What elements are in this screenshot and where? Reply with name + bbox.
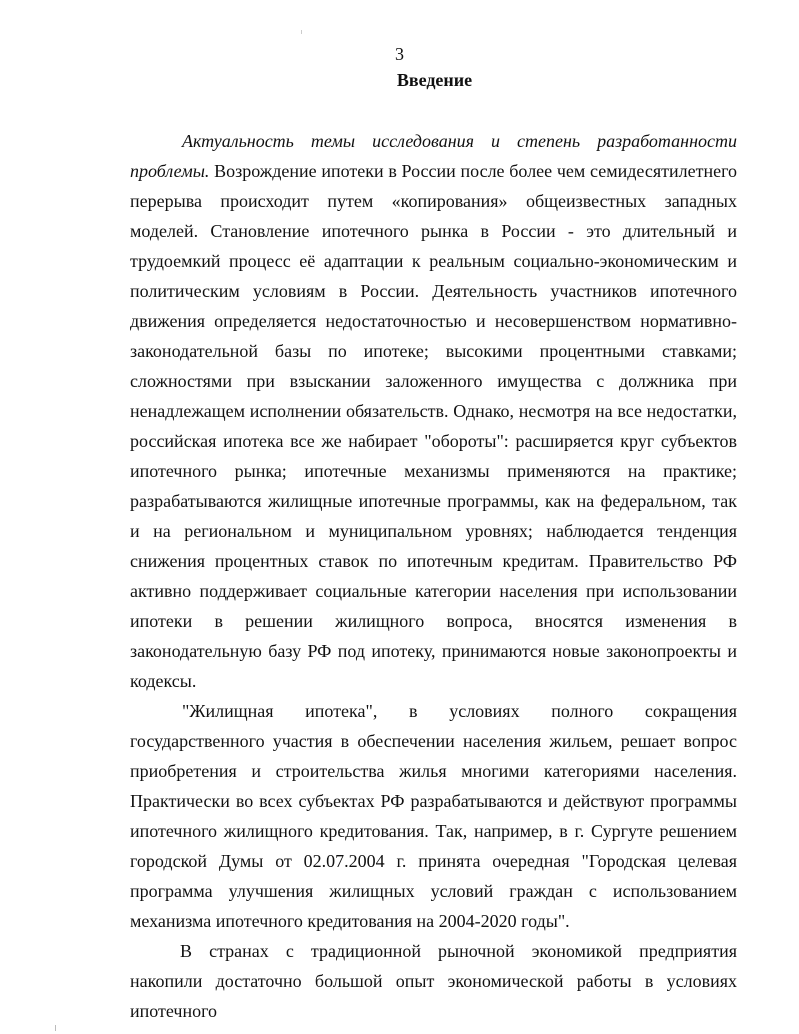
paragraph-market-economy: В странах с традиционной рыночной экономикой предприятия накопили достаточно большой опыт экономической работы в условиях ипотечного (130, 941, 737, 1021)
paragraph-housing-mortgage: "Жилищная ипотека", в условиях полного сокращения государственного участия в обеспечении населения жильем, решает вопрос приобретения и строительства жилья многими категориями населения. Практически во всех субъектах РФ разрабатываются и действуют программы ипотечного жилищного кредитования. Так, например, в г. Сургуте решением городской Думы от 02.07.2004 г. принята очередная "Городская целевая программа улучшения жилищных условий граждан с использованием механизма ипотечного кредитования на 2004-2020 годы". (130, 701, 737, 931)
scan-mark-top (301, 30, 302, 34)
section-heading: Введение (396, 70, 473, 90)
paragraph-text: Возрождение ипотеки в России после более чем семидесятилетнего перерыва происходит путем «копирования» общеизвестных западных моделей. Становление ипотечного рынка в России - это длительный и трудоемкий процесс её адаптации к реальным социально-экономическим и политическим условиям в России. Деятельность участников ипотечного движения определяется недостаточностью и несовершенством нормативно-законодательной базы по ипотеке; высокими процентными ставками; сложностями при взыскании заложенного имущества с должника при ненадлежащем исполнении обязательств. Однако, несмотря на все недостатки, российская ипотека все же набирает "обороты": расширяется круг субъектов ипотечного рынка; ипотечные механизмы применяются на практике; разрабатываются жилищные ипотечные программы, как на федеральном, так и на региональном и муниципальном уровнях; наблюдается тенденция снижения процентных ставок по ипотечным кредитам. Правительство РФ активно поддерживает социальные категории населения при использовании ипотеки в решении жилищного вопроса, вносятся изменения в законодательную базу РФ под ипотеку, принимаются новые законопроекты и кодексы. (130, 161, 737, 691)
document-body (130, 126, 737, 1026)
paragraph-relevance (130, 126, 737, 696)
page-number: 3 (395, 44, 404, 64)
paragraph-lead-italic: Актуальность темы исследования и степень разработанности проблемы. (130, 131, 737, 181)
scan-mark-bottom (55, 1025, 56, 1031)
